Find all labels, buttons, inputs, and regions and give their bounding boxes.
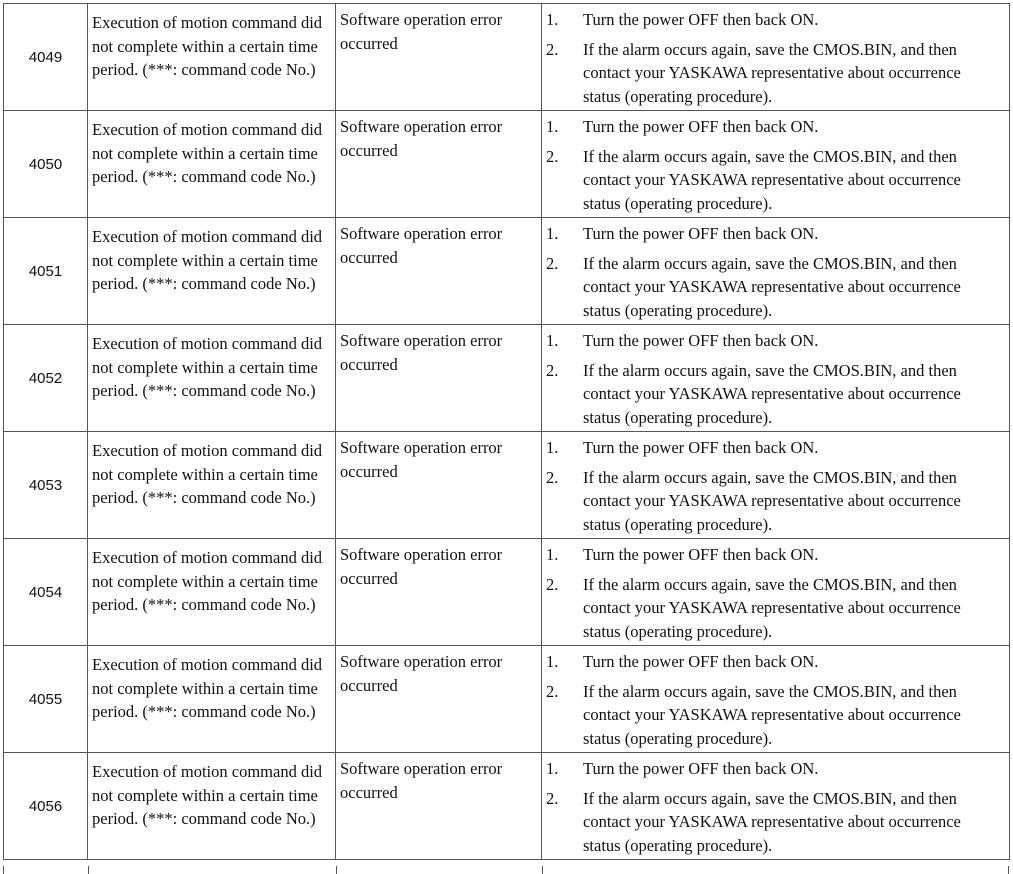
step-number: 2. bbox=[546, 788, 559, 808]
alarm-code: 4052 bbox=[4, 325, 88, 432]
step-text: Turn the power OFF then back ON. bbox=[583, 759, 819, 778]
step-text: If the alarm occurs again, save the CMOS.BIN, and then contact your YASKAWA representative about occurrence status (operating procedure). bbox=[583, 467, 961, 534]
step-number: 1. bbox=[546, 438, 559, 457]
column-divider bbox=[542, 866, 543, 874]
alarm-rows bbox=[4, 4, 1010, 860]
remedy-step bbox=[546, 38, 1001, 109]
remedy-step bbox=[546, 145, 1001, 216]
remedy-step bbox=[546, 359, 1001, 430]
step-text: If the alarm occurs again, save the CMOS.BIN, and then contact your YASKAWA representative about occurrence status (operating procedure). bbox=[583, 253, 961, 320]
alarm-remedy bbox=[542, 218, 1010, 325]
step-number: 1. bbox=[546, 652, 559, 671]
table-row bbox=[4, 646, 1010, 753]
column-divider bbox=[336, 866, 337, 874]
remedy-step bbox=[546, 573, 1001, 644]
step-number: 2. bbox=[546, 467, 559, 487]
step-number: 1. bbox=[546, 224, 559, 243]
alarm-cause: Software operation error occurred bbox=[336, 325, 542, 432]
alarm-code: 4051 bbox=[4, 218, 88, 325]
step-number: 2. bbox=[546, 253, 559, 273]
table-row bbox=[4, 539, 1010, 646]
alarm-description: Execution of motion command did not complete within a certain time period. (***: command code No.) bbox=[88, 218, 336, 325]
table-row bbox=[4, 325, 1010, 432]
step-number: 2. bbox=[546, 146, 559, 166]
alarm-description: Execution of motion command did not complete within a certain time period. (***: command code No.) bbox=[88, 753, 336, 860]
remedy-step bbox=[546, 115, 1001, 139]
alarm-table bbox=[3, 3, 1010, 860]
remedy-step bbox=[546, 329, 1001, 353]
table-row bbox=[4, 432, 1010, 539]
alarm-remedy bbox=[542, 111, 1010, 218]
alarm-code: 4049 bbox=[4, 4, 88, 111]
remedy-step bbox=[546, 650, 1001, 674]
remedy-step bbox=[546, 252, 1001, 323]
remedy-step bbox=[546, 543, 1001, 567]
step-number: 1. bbox=[546, 117, 559, 136]
alarm-description: Execution of motion command did not complete within a certain time period. (***: command code No.) bbox=[88, 646, 336, 753]
alarm-description: Execution of motion command did not complete within a certain time period. (***: command code No.) bbox=[88, 325, 336, 432]
remedy-step bbox=[546, 436, 1001, 460]
step-text: Turn the power OFF then back ON. bbox=[583, 331, 819, 350]
table-row bbox=[4, 218, 1010, 325]
alarm-cause: Software operation error occurred bbox=[336, 4, 542, 111]
alarm-description: Execution of motion command did not complete within a certain time period. (***: command code No.) bbox=[88, 4, 336, 111]
step-text: If the alarm occurs again, save the CMOS.BIN, and then contact your YASKAWA representative about occurrence status (operating procedure). bbox=[583, 681, 961, 748]
remedy-step bbox=[546, 787, 1001, 858]
alarm-cause: Software operation error occurred bbox=[336, 111, 542, 218]
table-row bbox=[4, 4, 1010, 111]
step-number: 1. bbox=[546, 331, 559, 350]
step-text: Turn the power OFF then back ON. bbox=[583, 224, 819, 243]
step-text: If the alarm occurs again, save the CMOS.BIN, and then contact your YASKAWA representative about occurrence status (operating procedure). bbox=[583, 574, 961, 641]
step-text: Turn the power OFF then back ON. bbox=[583, 438, 819, 457]
step-number: 2. bbox=[546, 39, 559, 59]
remedy-step bbox=[546, 8, 1001, 32]
step-number: 2. bbox=[546, 360, 559, 380]
step-number: 1. bbox=[546, 545, 559, 564]
step-text: If the alarm occurs again, save the CMOS.BIN, and then contact your YASKAWA representative about occurrence status (operating procedure). bbox=[583, 146, 961, 213]
alarm-description: Execution of motion command did not complete within a certain time period. (***: command code No.) bbox=[88, 111, 336, 218]
alarm-code: 4053 bbox=[4, 432, 88, 539]
alarm-remedy bbox=[542, 4, 1010, 111]
alarm-remedy bbox=[542, 539, 1010, 646]
next-row-stub bbox=[3, 866, 1009, 874]
remedy-step bbox=[546, 466, 1001, 537]
remedy-step bbox=[546, 757, 1001, 781]
column-divider bbox=[88, 866, 89, 874]
alarm-remedy bbox=[542, 325, 1010, 432]
alarm-cause: Software operation error occurred bbox=[336, 753, 542, 860]
alarm-code: 4056 bbox=[4, 753, 88, 860]
alarm-code: 4055 bbox=[4, 646, 88, 753]
step-text: Turn the power OFF then back ON. bbox=[583, 10, 819, 29]
step-text: Turn the power OFF then back ON. bbox=[583, 652, 819, 671]
alarm-description: Execution of motion command did not complete within a certain time period. (***: command code No.) bbox=[88, 432, 336, 539]
alarm-cause: Software operation error occurred bbox=[336, 218, 542, 325]
alarm-code: 4050 bbox=[4, 111, 88, 218]
step-number: 2. bbox=[546, 681, 559, 701]
step-number: 2. bbox=[546, 574, 559, 594]
remedy-step bbox=[546, 680, 1001, 751]
alarm-remedy bbox=[542, 753, 1010, 860]
alarm-remedy bbox=[542, 432, 1010, 539]
step-text: If the alarm occurs again, save the CMOS.BIN, and then contact your YASKAWA representative about occurrence status (operating procedure). bbox=[583, 39, 961, 106]
remedy-step bbox=[546, 222, 1001, 246]
step-text: Turn the power OFF then back ON. bbox=[583, 545, 819, 564]
step-text: Turn the power OFF then back ON. bbox=[583, 117, 819, 136]
table-row bbox=[4, 753, 1010, 860]
alarm-code: 4054 bbox=[4, 539, 88, 646]
step-text: If the alarm occurs again, save the CMOS.BIN, and then contact your YASKAWA representative about occurrence status (operating procedure). bbox=[583, 788, 961, 855]
table-row bbox=[4, 111, 1010, 218]
alarm-cause: Software operation error occurred bbox=[336, 646, 542, 753]
alarm-description: Execution of motion command did not complete within a certain time period. (***: command code No.) bbox=[88, 539, 336, 646]
alarm-cause: Software operation error occurred bbox=[336, 539, 542, 646]
alarm-remedy bbox=[542, 646, 1010, 753]
step-text: If the alarm occurs again, save the CMOS.BIN, and then contact your YASKAWA representative about occurrence status (operating procedure). bbox=[583, 360, 961, 427]
step-number: 1. bbox=[546, 759, 559, 778]
step-number: 1. bbox=[546, 10, 559, 29]
alarm-cause: Software operation error occurred bbox=[336, 432, 542, 539]
